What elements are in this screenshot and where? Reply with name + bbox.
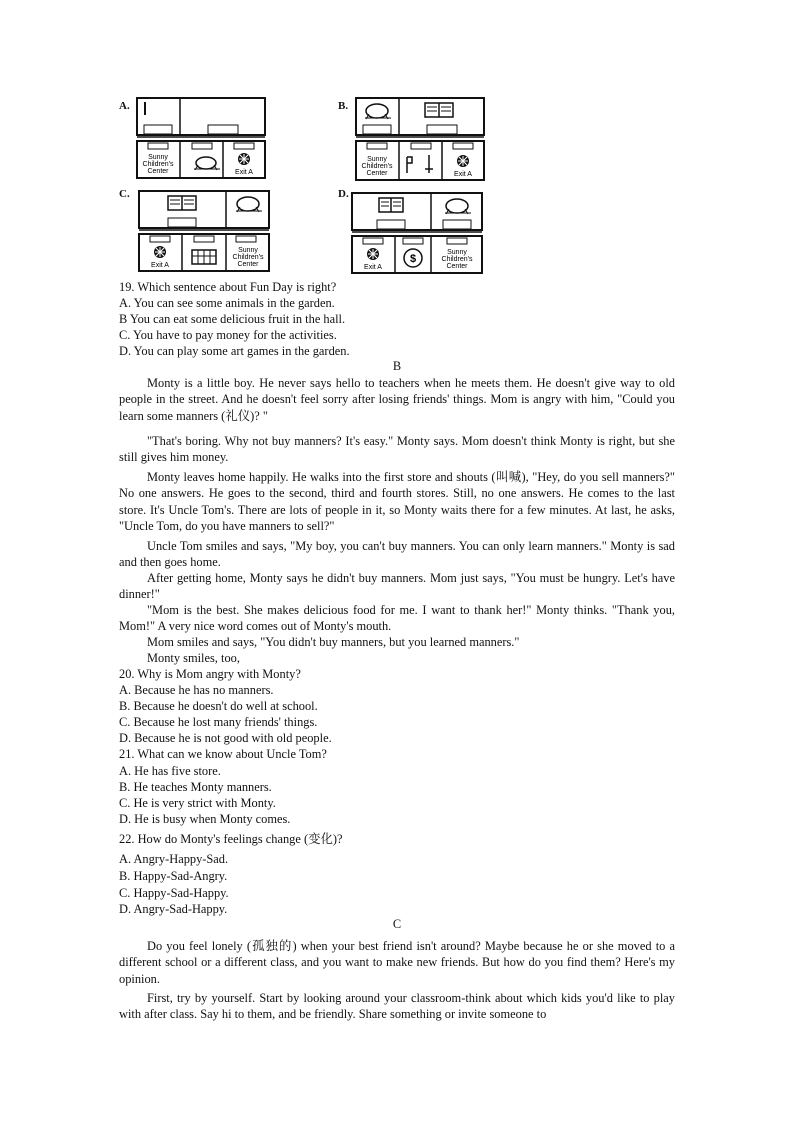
q22-question: 22. How do Monty's feelings change (变化)?	[119, 832, 343, 846]
sunny-center-line1: Sunny	[367, 156, 387, 163]
animal-icon	[365, 104, 391, 119]
passage-b-paragraph-3: Monty leaves home happily. He walks into the first store and shouts (叫喊), "Hey, do you sell manners?" No one answers. He goes to the second, third and fourth stores. Still, no one answers. He comes to the last store. It's Uncle Tom's. There are lots of people in it, so Monty waits there for a few minutes. At last, he asks, "Uncle Tom, do you have manners to sell?"	[119, 470, 675, 533]
sunny-center-line3: Center	[147, 168, 169, 175]
q20-option-a: A. Because he has no manners.	[119, 683, 274, 697]
sunny-center-line2: Children's	[361, 163, 393, 170]
sunny-center-line1: Sunny	[238, 247, 258, 254]
diagram-label-a: A.	[119, 100, 130, 112]
passage-b-paragraph-1: Monty is a little boy. He never says hello to teachers when he meets them. He doesn't give way to old people in the street. And he doesn't feel sorry after losing friends' things. Mom is angry with him, "Could you learn some manners (礼仪)? "	[119, 376, 675, 423]
exit-label: Exit A	[364, 264, 382, 271]
q21-option-d: D. He is busy when Monty comes.	[119, 812, 291, 826]
q19-question: 19. Which sentence about Fun Day is right?	[119, 280, 337, 294]
exit-icon	[457, 155, 469, 167]
floor-plan-b	[355, 97, 485, 181]
sunny-center-line2: Children's	[142, 161, 174, 168]
q19-option-a: A. You can see some animals in the garden.	[119, 296, 335, 310]
floor-plan-d	[351, 192, 483, 274]
dollar-sign: $	[409, 253, 417, 265]
sunny-center-line1: Sunny	[447, 249, 467, 256]
exit-label: Exit A	[235, 169, 253, 176]
animal-icon	[194, 157, 220, 170]
diagram-label-b: B.	[338, 100, 349, 112]
floor-plan-c	[138, 190, 270, 272]
sunny-center-line3: Center	[446, 263, 468, 270]
q21-option-b: B. He teaches Monty manners.	[119, 780, 272, 794]
food-basket-icon	[192, 250, 216, 264]
q21-option-c: C. He is very strict with Monty.	[119, 796, 276, 810]
q22-option-c: C. Happy-Sad-Happy.	[119, 886, 229, 900]
passage-c-paragraph-1: Do you feel lonely (孤独的) when your best friend isn't around? Maybe because he or she moved to a different school or a different class, and you want to make new friends. But how do you find them? Here's my opinion.	[119, 939, 675, 986]
exit-icon	[154, 246, 166, 258]
q19-option-b: B You can eat some delicious fruit in the hall.	[119, 312, 346, 326]
floor-plan-a	[136, 97, 266, 179]
sunny-center-line3: Center	[366, 170, 388, 177]
passage-b-paragraph-8: Monty smiles, too,	[147, 651, 240, 665]
q20-option-d: D. Because he is not good with old people.	[119, 731, 332, 745]
exit-label: Exit A	[454, 171, 472, 178]
diagram-label-d: D.	[338, 188, 349, 200]
exit-icon	[238, 153, 250, 165]
exit-label: Exit A	[151, 262, 169, 269]
passage-b-paragraph-7: Mom smiles and says, "You didn't buy manners, but you learned manners."	[147, 635, 520, 649]
sunny-center-line1: Sunny	[148, 154, 168, 161]
q22-option-a: A. Angry-Happy-Sad.	[119, 852, 229, 866]
art-easel-icon	[407, 155, 433, 173]
diagram-label-c: C.	[119, 188, 130, 200]
q19-option-d: D. You can play some art games in the garden.	[119, 344, 350, 358]
q22-option-b: B. Happy-Sad-Angry.	[119, 869, 228, 883]
money-icon	[404, 249, 422, 267]
passage-b-paragraph-4: Uncle Tom smiles and says, "My boy, you can't buy manners. You can only learn manners." Monty is sad and then goes home.	[119, 539, 675, 570]
book-icon	[168, 196, 196, 210]
animal-icon	[445, 199, 471, 214]
sunny-center-line3: Center	[237, 261, 259, 268]
q20-question: 20. Why is Mom angry with Monty?	[119, 667, 301, 681]
animal-icon	[236, 197, 262, 212]
section-c-heading: C	[392, 917, 402, 931]
sunny-center-line2: Children's	[232, 254, 264, 261]
q19-option-c: C. You have to pay money for the activities.	[119, 328, 337, 342]
book-icon	[379, 198, 403, 212]
book-icon	[425, 103, 453, 117]
sunny-center-line2: Children's	[441, 256, 473, 263]
passage-c-paragraph-2: First, try by yourself. Start by looking around your classroom-think about which kids you'd like to play with after class. Say hi to them, and be friendly. Share something or invite someone to	[119, 991, 675, 1022]
passage-b-paragraph-2: "That's boring. Why not buy manners? It's easy." Monty says. Mom doesn't think Monty is right, but she still gives him money.	[119, 434, 675, 465]
q21-question: 21. What can we know about Uncle Tom?	[119, 747, 327, 761]
passage-b-paragraph-5: After getting home, Monty says he didn't buy manners. Mom just says, "You must be hungry. Let's have dinner!"	[119, 571, 675, 602]
exit-icon	[367, 248, 379, 260]
q20-option-c: C. Because he lost many friends' things.	[119, 715, 318, 729]
passage-b-paragraph-6: "Mom is the best. She makes delicious food for me. I want to thank her!" Monty thinks. "Thank you, Mom!" A very nice word comes out of Monty's mouth.	[119, 603, 675, 634]
q21-option-a: A. He has five store.	[119, 764, 221, 778]
section-b-heading: B	[392, 359, 402, 373]
q22-option-d: D. Angry-Sad-Happy.	[119, 902, 228, 916]
q20-option-b: B. Because he doesn't do well at school.	[119, 699, 318, 713]
